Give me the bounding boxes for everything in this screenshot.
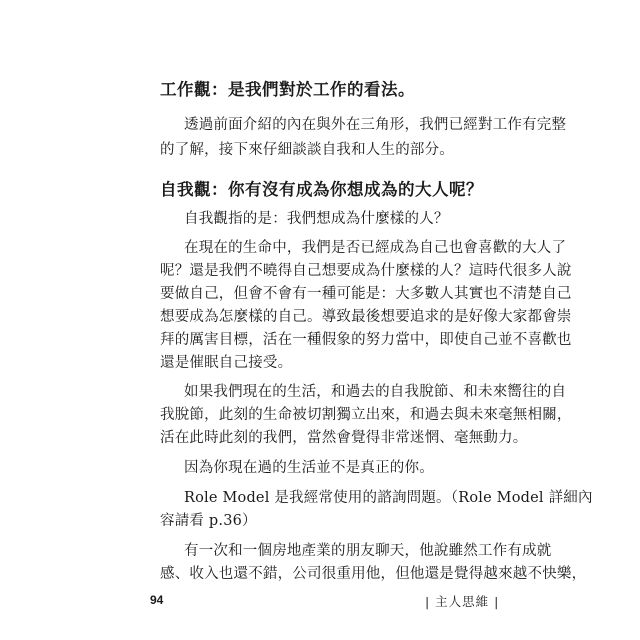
paragraph-line: 要做自己，但會不會有一種可能是：大多數人其實也不清楚自己: [160, 286, 572, 302]
section-heading-self-view: 自我觀：你有沒有成為你想成為的大人呢？: [160, 180, 483, 199]
paragraph-line: 在現在的生命中，我們是否已經成為自己也會喜歡的大人了: [184, 240, 567, 256]
paragraph-line: 拜的厲害目標，活在一種假象的努力當中，即使自己並不喜歡也: [160, 332, 572, 348]
paragraph-line: 我脫節，此刻的生命被切割獨立出來，和過去與未來毫無相關，: [160, 407, 572, 423]
paragraph-line: 呢？還是我們不曉得自己想要成為什麼樣的人？這時代很多人說: [160, 263, 572, 279]
paragraph-line: Role Model 是我經常使用的諮詢問題。（Role Model 詳細內: [184, 490, 593, 506]
page-number: 94: [150, 593, 164, 607]
paragraph-line: 自我觀指的是：我們想成為什麼樣的人？: [184, 211, 449, 227]
running-footer-title: | 主人思維 |: [425, 594, 500, 609]
paragraph-line: 有一次和一個房地產業的朋友聊天，他說雖然工作有成就: [184, 543, 552, 559]
paragraph-line: 感、收入也還不錯，公司很重用他，但他還是覺得越來越不快樂，: [160, 566, 587, 582]
section-heading-work-view: 工作觀：是我們對於工作的看法。: [160, 80, 415, 99]
paragraph-line: 還是催眠自己接受。: [160, 355, 293, 371]
paragraph-line: 因為你現在過的生活並不是真正的你。: [184, 460, 434, 476]
paragraph-line: 容請看 p.36）: [160, 513, 257, 529]
paragraph-line: 活在此時此刻的我們，當然會覺得非常迷惘、毫無動力。: [160, 430, 528, 446]
paragraph-line: 透過前面介紹的內在與外在三角形，我們已經對工作有完整: [184, 117, 567, 133]
paragraph-line: 想要成為怎麼樣的自己。導致最後想要追求的是好像大家都會崇: [160, 309, 572, 325]
paragraph-line: 如果我們現在的生活，和過去的自我脫節、和未來嚮往的自: [184, 384, 567, 400]
paragraph-line: 的了解，接下來仔細談談自我和人生的部分。: [160, 142, 454, 158]
